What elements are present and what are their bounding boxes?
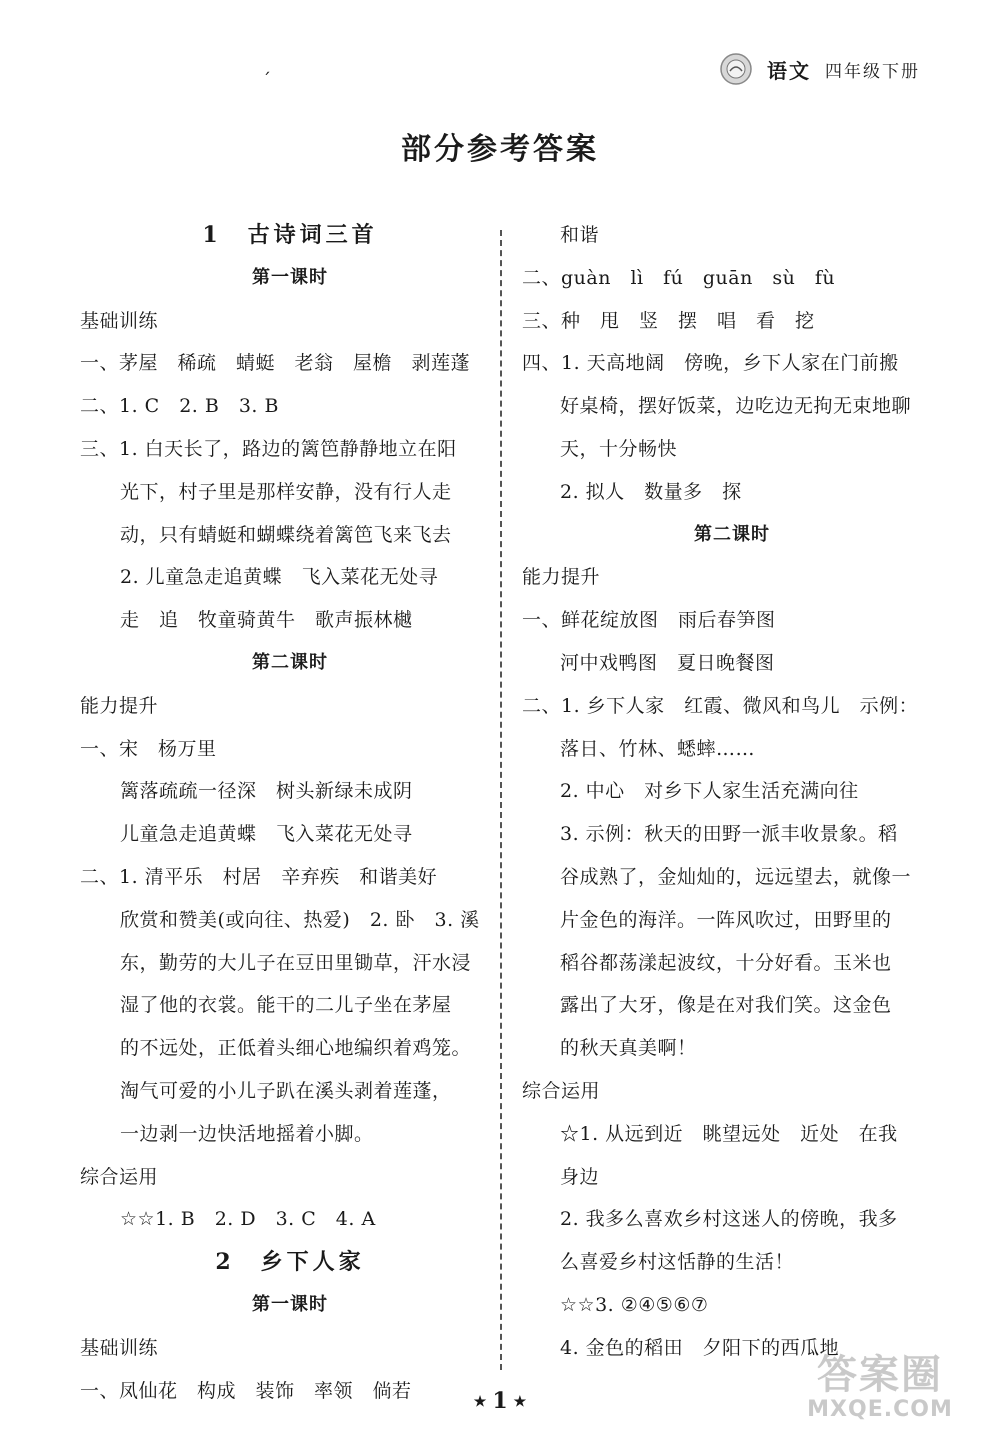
answer-line: 动，只有蜻蜓和蝴蝶绕着篱笆飞来飞去 <box>120 523 452 546</box>
answer-line: 谷成熟了，金灿灿的，远远望去，就像一 <box>560 865 912 888</box>
period-heading: 第一课时 <box>252 1293 328 1315</box>
period-heading: 第一课时 <box>252 266 328 288</box>
section-label: 能力提升 <box>522 566 601 589</box>
answer-line: 3. 示例：秋天的田野一派丰收景象。稻 <box>560 823 898 846</box>
answer-line: ☆☆1. B 2. D 3. C 4. A <box>120 1208 376 1231</box>
answer-line: 的不远处，正低着头细心地编织着鸡笼。 <box>120 1037 472 1060</box>
answer-line: 走 追 牧童骑黄牛 歌声振林樾 <box>120 609 413 632</box>
answer-line: 湿了他的衣裳。能干的二儿子坐在茅屋 <box>120 994 452 1017</box>
answer-line: 好桌椅，摆好饭菜，边吃边无拘无束地聊 <box>560 395 912 418</box>
answer-line: 光下，村子里是那样安静，没有行人走 <box>120 480 452 503</box>
answer-line: 一、凤仙花 构成 装饰 率领 倘若 <box>80 1379 412 1402</box>
watermark <box>780 1353 980 1433</box>
column-divider <box>500 230 502 1370</box>
answer-line: 2. 我多么喜欢乡村这迷人的傍晚，我多 <box>560 1208 898 1231</box>
answer-line: 四、1. 天高地阔 傍晚，乡下人家在门前搬 <box>522 352 899 375</box>
answer-line: 片金色的海洋。一阵风吹过，田野里的 <box>560 908 892 931</box>
lesson-heading: 1 古诗词三首 <box>202 222 378 248</box>
section-label: 基础训练 <box>80 1336 159 1359</box>
answer-line: 二、1. 清平乐 村居 辛弃疾 和谐美好 <box>80 865 438 888</box>
watermark-logo-text: 答案圈 <box>817 1352 943 1398</box>
answer-line: 2. 拟人 数量多 探 <box>560 480 742 503</box>
answer-line: 一边剥一边快活地摇着小脚。 <box>120 1122 374 1145</box>
right-column <box>522 214 942 1370</box>
answer-line: 东，勤劳的大儿子在豆田里锄草，汗水浸 <box>120 951 472 974</box>
answer-line: 露出了大牙，像是在对我们笑。这金色 <box>560 994 892 1017</box>
answer-line: 和谐 <box>560 224 600 246</box>
answer-line: 的秋天真美啊！ <box>560 1037 697 1060</box>
answer-line: 淘气可爱的小儿子趴在溪头剥着莲蓬， <box>120 1079 452 1102</box>
star-icon: ★ <box>513 1394 527 1410</box>
header-subject: 语文 <box>767 58 811 83</box>
section-label: 基础训练 <box>80 309 159 332</box>
answer-line: 一、宋 杨万里 <box>80 737 217 760</box>
page-header <box>719 52 920 86</box>
lesson-heading: 2 乡下人家 <box>215 1249 365 1276</box>
answer-line: 二、guàn lì fú guān sù fù <box>522 266 836 289</box>
answer-line: 2. 中心 对乡下人家生活充满向往 <box>560 780 859 803</box>
answer-line: 2. 儿童急走追黄蝶 飞入菜花无处寻 <box>120 566 439 589</box>
period-heading: 第二课时 <box>694 523 770 545</box>
answer-line: 河中戏鸭图 夏日晚餐图 <box>560 651 775 674</box>
answer-line: 么喜爱乡村这恬静的生活！ <box>560 1251 795 1274</box>
watermark-url: MXQE.COM <box>807 1397 953 1422</box>
section-label: 能力提升 <box>80 694 159 717</box>
book-logo-icon <box>719 52 753 86</box>
left-column <box>80 214 500 1412</box>
answer-line: 三、1. 白天长了，路边的篱笆静静地立在阳 <box>80 437 457 460</box>
answer-line: 落日、竹林、蟋蟀…… <box>560 737 756 760</box>
page-title: 部分参考答案 <box>401 132 599 167</box>
answer-line: 稻谷都荡漾起波纹，十分好看。玉米也 <box>560 951 892 974</box>
answer-line: 一、鲜花绽放图 雨后春笋图 <box>522 609 776 632</box>
answer-line: 4. 金色的稻田 夕阳下的西瓜地 <box>560 1336 840 1359</box>
answer-line: ☆1. 从远到近 眺望远处 近处 在我 <box>560 1122 898 1145</box>
answer-line: 三、种 甩 竖 摆 唱 看 挖 <box>522 309 815 332</box>
star-icon: ★ <box>473 1394 487 1410</box>
answer-line: 儿童急走追黄蝶 飞入菜花无处寻 <box>120 823 413 846</box>
answer-line: ☆☆3. ②④⑤⑥⑦ <box>560 1293 709 1316</box>
period-heading: 第二课时 <box>252 651 328 673</box>
header-grade: 四年级下册 <box>825 61 920 82</box>
answer-line: 一、茅屋 稀疏 蜻蜓 老翁 屋檐 剥莲蓬 <box>80 352 471 375</box>
stray-mark: ˊ <box>262 70 271 91</box>
section-label: 综合运用 <box>522 1079 601 1102</box>
answer-line: 篱落疏疏一径深 树头新绿未成阴 <box>120 780 413 803</box>
answer-line: 二、1. C 2. B 3. B <box>80 395 279 418</box>
answer-line: 天，十分畅快 <box>560 437 678 460</box>
answer-line: 身边 <box>560 1165 600 1188</box>
section-label: 综合运用 <box>80 1165 159 1188</box>
page-number: 1 <box>492 1388 508 1414</box>
answer-line: 欣赏和赞美(或向往、热爱) 2. 卧 3. 溪 <box>120 908 480 931</box>
answer-line: 二、1. 乡下人家 红霞、微风和鸟儿 示例： <box>522 694 919 717</box>
